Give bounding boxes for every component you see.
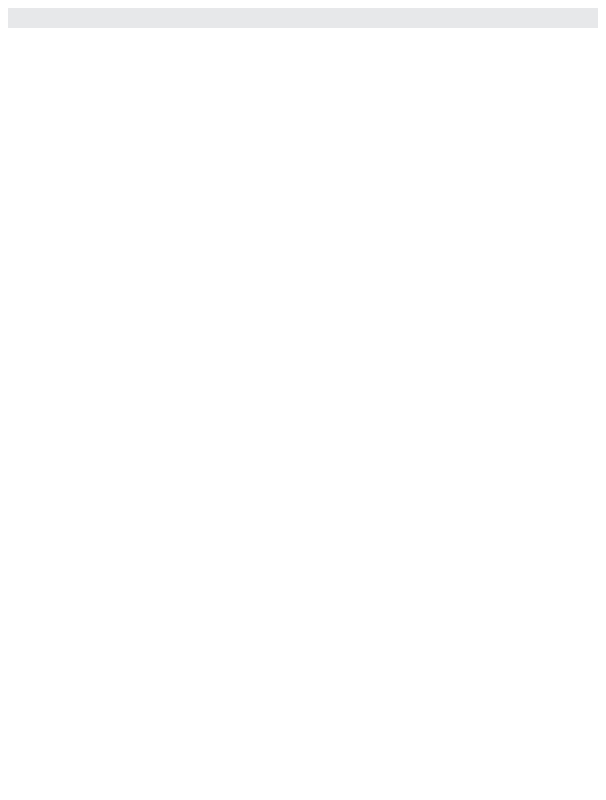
chart-canvas: [0, 35, 606, 437]
bs-footnote: [8, 496, 598, 505]
data-tables: [8, 452, 598, 505]
page-header: [8, 8, 598, 28]
performance-chart: [0, 35, 606, 437]
